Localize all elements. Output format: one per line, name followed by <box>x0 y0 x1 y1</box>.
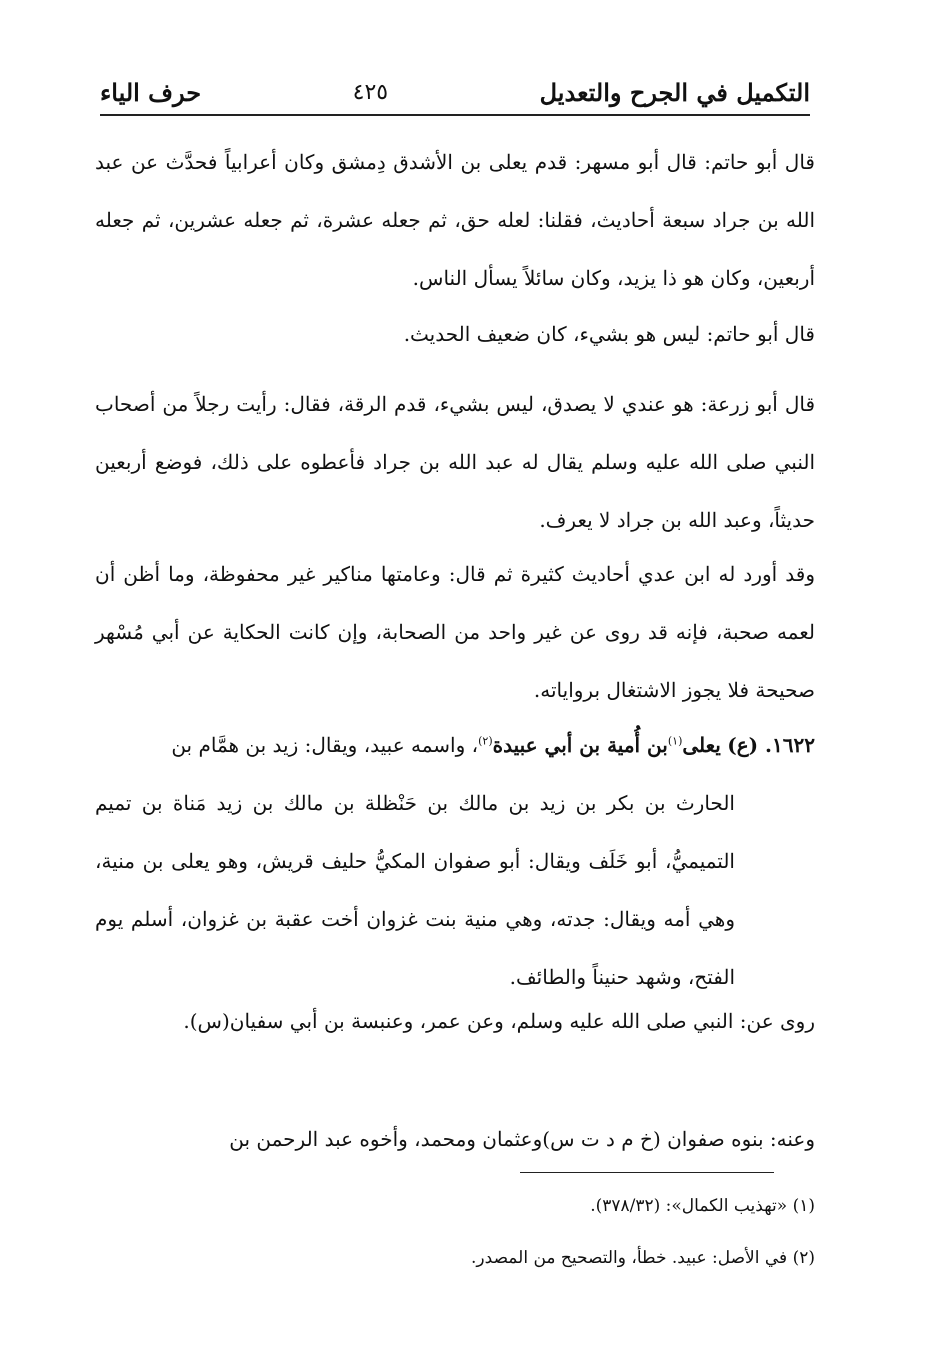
footnote-ref: (١) <box>667 734 683 748</box>
entry-text-continued: الحارث بن بكر بن زيد بن مالك بن حَنْظلة بن مالك بن زيد مَناة بن تميم التميميُّ، أبو خَلَف ويقال: أبو صفوان المكيُّ حليف قريش، وهو يعلى بن منية، وهي أمه ويقال: جدته، وهي منية بنت غزوان أخت عقبة بن غزوان، أسلم يوم الفتح، وشهد حنيناً والطائف. <box>95 791 735 989</box>
footnote: (١) «تهذيب الكمال»: (٣٧٨/٣٢). <box>590 1196 815 1216</box>
page-number: ٤٢٥ <box>352 79 389 105</box>
paragraph: قال أبو حاتم: قال أبو مسهر: قدم يعلى بن الأشدق دِمشق وكان أعرابياً فحدَّث عن عبد الله بن جراد سبعة أحاديث، فقلنا: لعله حق، ثم جعله عشرة، ثم جعله عشرين، ثم جعله أربعين، وكان هو ذا يزيد، وكان سائلاً يسأل الناس. <box>95 150 815 290</box>
entry-number: ١٦٢٢. (ع) <box>727 733 815 757</box>
paragraph: قال أبو حاتم: ليس هو بشيء، كان ضعيف الحديث. <box>403 322 815 346</box>
footnote-ref: (٢) <box>478 734 493 748</box>
paragraph: وقد أورد له ابن عدي أحاديث كثيرة ثم قال: وعامتها مناكير غير محفوظة، وما أظن أن لعمه صحبة، فإنه قد روى عن غير واحد من الصحابة، وإن كانت الحكاية عن أبي مُسْهر صحيحة فلا يجوز الاشتغال برواياته. <box>95 562 815 702</box>
chapter-title: حرف الياء <box>100 77 202 107</box>
paragraph: وعنه: بنوه صفوان (خ م د ت س)وعثمان ومحمد، وأخوه عبد الرحمن بن <box>229 1127 815 1151</box>
footnote: (٢) في الأصل: عبيد. خطأ، والتصحيح من المصدر. <box>471 1248 815 1268</box>
footnote-separator <box>520 1172 774 1173</box>
entry-name-first: يعلى <box>682 733 721 757</box>
entry-text-first-line: ، واسمه عبيد، ويقال: زيد بن همَّام بن <box>171 733 479 757</box>
page-header <box>100 70 810 116</box>
book-title: التكميل في الجرح والتعديل <box>539 77 810 107</box>
paragraph: قال أبو زرعة: هو عندي لا يصدق، ليس بشيء، قدم الرقة، فقال: رأيت رجلاً من أصحاب النبي صلى الله عليه وسلم يقال له عبد الله بن جراد فأعطوه على ذلك، فوضع أربعين حديثاً، وعبد الله بن جراد لا يعرف. <box>95 392 815 532</box>
entry-name-lineage: بن أُمية بن أبي عبيدة <box>492 733 668 757</box>
biography-entry <box>95 716 815 1006</box>
paragraph: روى عن: النبي صلى الله عليه وسلم، وعن عمر، وعنبسة بن أبي سفيان(س). <box>183 1009 815 1033</box>
